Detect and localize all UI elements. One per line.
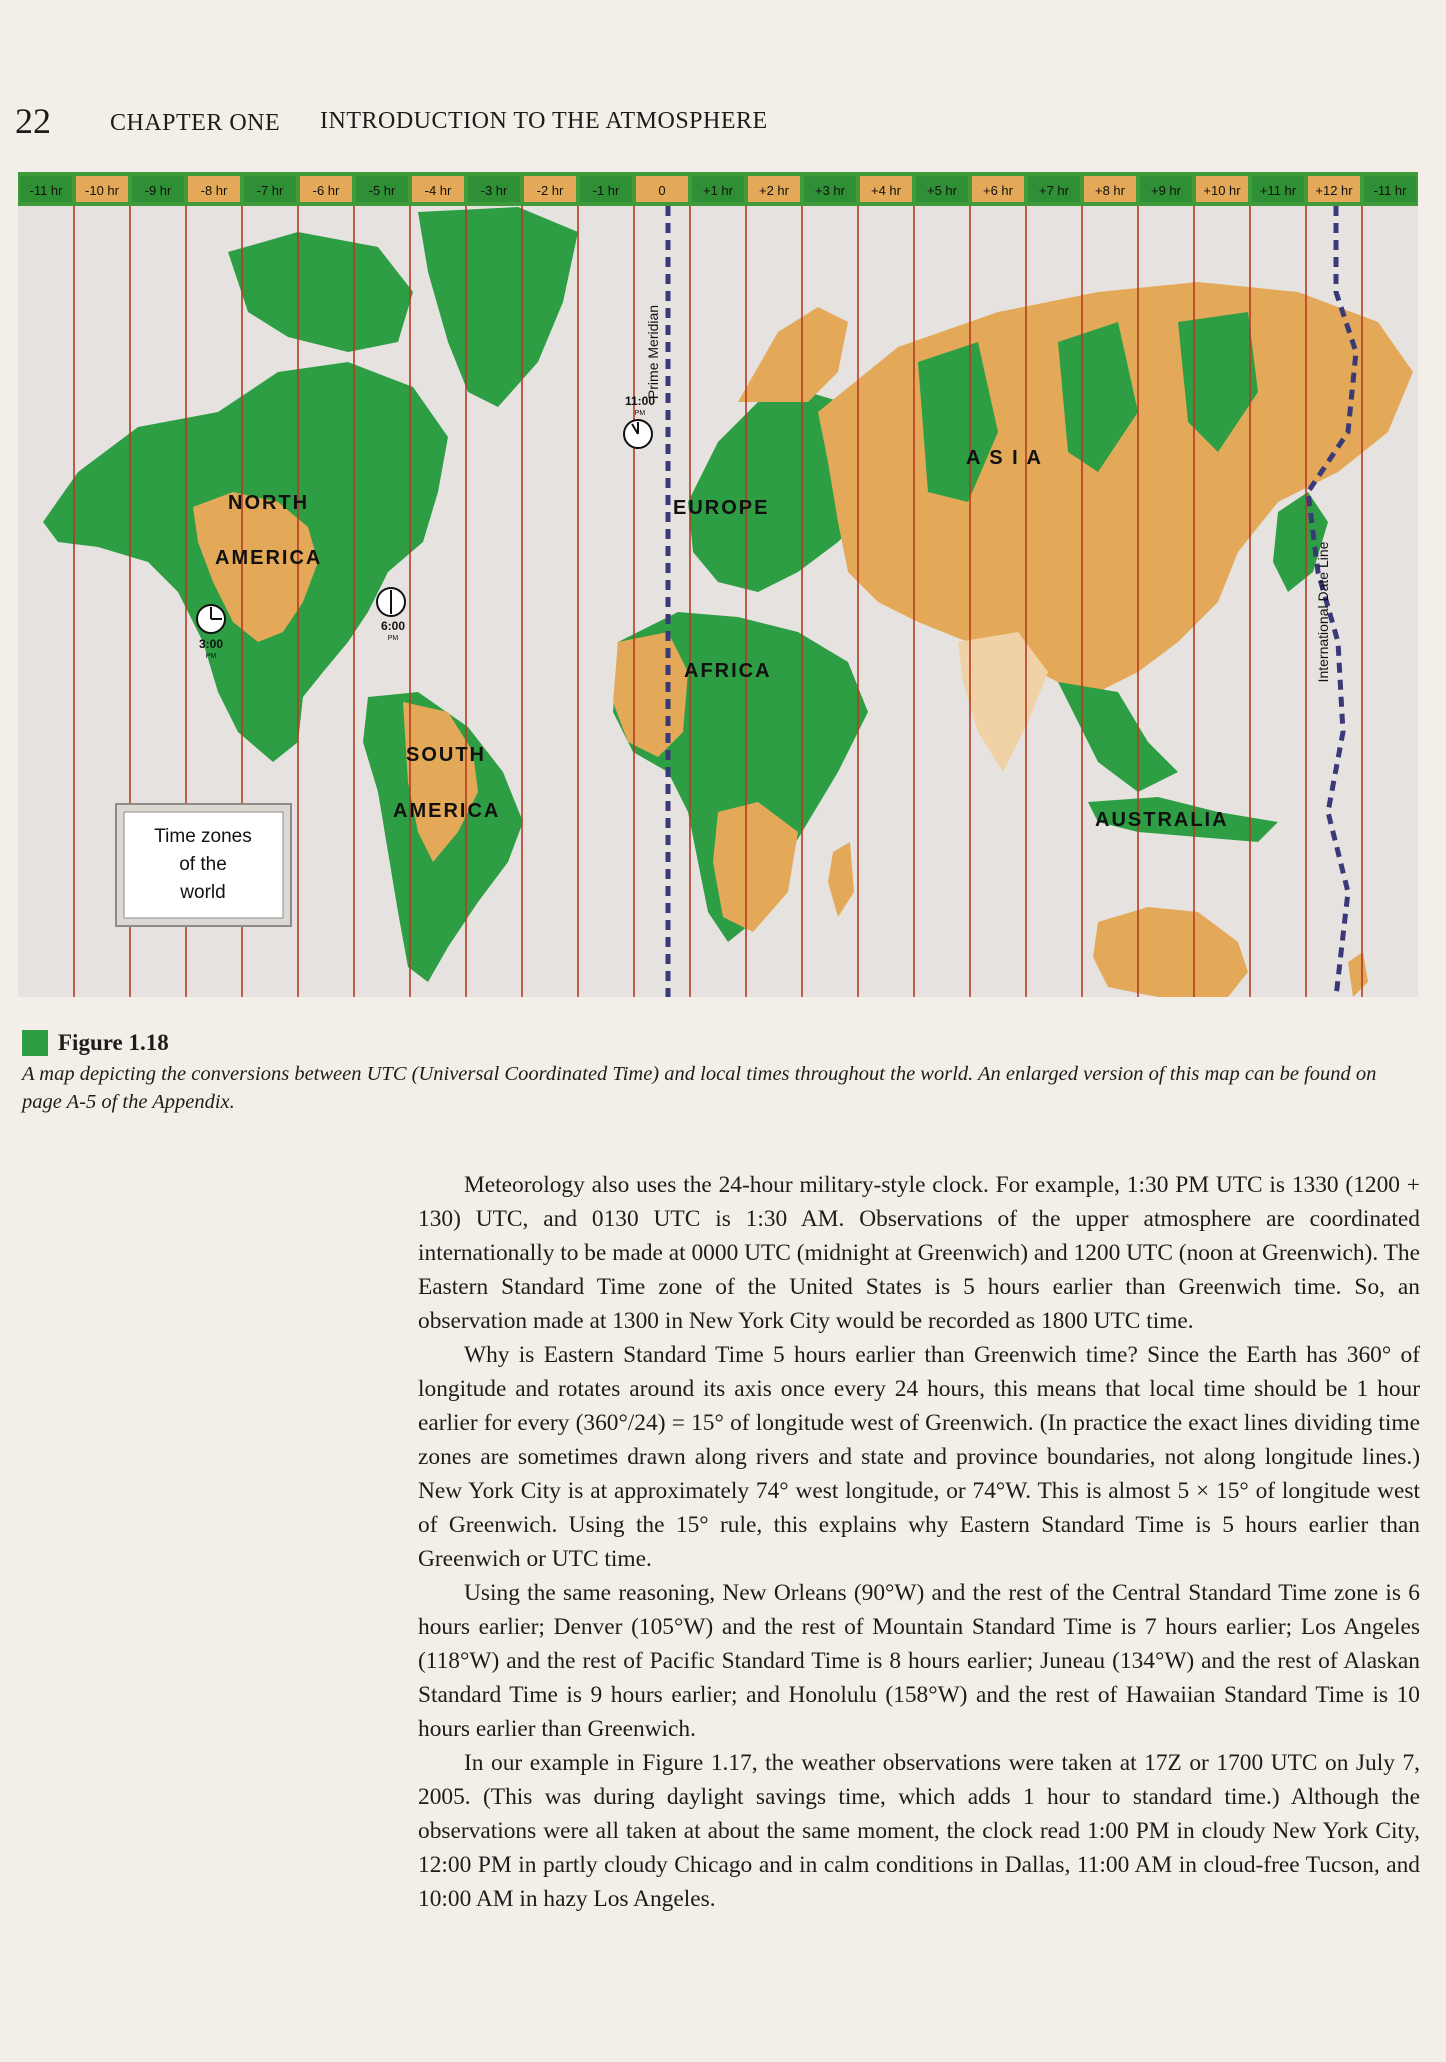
page-header	[15, 100, 1435, 150]
legend-line-1: Time zones	[154, 826, 252, 847]
zone-label: -7 hr	[256, 183, 284, 198]
figure-heading	[22, 1030, 1412, 1056]
zone-label: -1 hr	[592, 183, 620, 198]
zone-label: +1 hr	[703, 183, 733, 198]
svg-text:PM: PM	[387, 635, 399, 642]
legend-box	[116, 804, 291, 926]
zone-label: -11 hr	[1373, 183, 1407, 198]
chapter-title: INTRODUCTION TO THE ATMOSPHERE	[320, 108, 768, 134]
chapter-label: CHAPTER ONE	[110, 110, 281, 136]
label-africa: AFRICA	[684, 660, 772, 682]
zone-label: -8 hr	[200, 183, 228, 198]
zone-label: +6 hr	[983, 183, 1013, 198]
svg-text:6:00: 6:00	[380, 619, 406, 633]
label-asia: A S I A	[966, 447, 1043, 469]
svg-text:11:00: 11:00	[624, 394, 656, 408]
figure-caption-text: A map depicting the conversions between UTC (Universal Coordinated Time) and local times throughout the world. An enlarged version of this map can be found on page A-5 of the Appendix.	[22, 1063, 1377, 1113]
label-australia: AUSTRALIA	[1095, 809, 1229, 831]
zone-label: -10 hr	[85, 183, 119, 198]
label-south: SOUTH	[406, 744, 486, 766]
paragraph-2: Why is Eastern Standard Time 5 hours earlier than Greenwich time? Since the Earth has 360° of longitude and rotates around its axis once every 24 hours, this means that local time should be 1 hour earlier for every (360°/24) = 15° of longitude west of Greenwich. (In practice the exact lines dividing time zones are sometimes drawn along rivers and state and province boundaries, not along longitude lines.) New York City is at approximately 74° west longitude, or 74°W. This is almost 5 × 15° of longitude west of Greenwich. Using the 15° rule, this explains why Eastern Standard Time is 5 hours earlier than Greenwich or UTC time.	[418, 1342, 1420, 1572]
date-line-label: International Date Line	[1315, 541, 1331, 683]
legend-line-3: world	[180, 882, 226, 903]
svg-text:PM: PM	[205, 653, 217, 660]
paragraph-4: In our example in Figure 1.17, the weather observations were taken at 17Z or 1700 UTC on July 7, 2005. (This was during daylight savings time, which adds 1 hour to standard time.) Although the observations were all taken at about the same moment, the clock read 1:00 PM in cloudy New York City, 12:00 PM in partly cloudy Chicago and in calm conditions in Dallas, 11:00 AM in cloud-free Tucson, and 10:00 AM in hazy Los Angeles.	[418, 1750, 1420, 1912]
zone-label: +9 hr	[1151, 183, 1181, 198]
zone-label: -2 hr	[536, 183, 564, 198]
zone-label: -6 hr	[312, 183, 340, 198]
zone-label: -3 hr	[480, 183, 508, 198]
figure-caption	[22, 1030, 1412, 1116]
zone-label: 0	[658, 183, 666, 198]
zone-label: +7 hr	[1039, 183, 1069, 198]
paragraph-1: Meteorology also uses the 24-hour military-style clock. For example, 1:30 PM UTC is 1330 (1200 + 130) UTC, and 0130 UTC is 1:30 AM. Observations of the upper atmosphere are coordinated internationally to be made at 0000 UTC (midnight at Greenwich) and 1200 UTC (noon at Greenwich). The Eastern Standard Time zone of the United States is 5 hours earlier than Greenwich time. So, an observation made at 1300 in New York City would be recorded as 1800 UTC time.	[418, 1172, 1420, 1334]
zone-label: -4 hr	[424, 183, 452, 198]
svg-text:PM: PM	[634, 410, 646, 417]
zone-label: -5 hr	[368, 183, 396, 198]
label-europe: EUROPE	[673, 497, 770, 519]
zone-label: +8 hr	[1095, 183, 1125, 198]
svg-text:3:00: 3:00	[198, 637, 224, 651]
zone-label: -9 hr	[144, 183, 172, 198]
label-south-america: AMERICA	[393, 800, 501, 822]
zone-label: +11 hr	[1259, 183, 1297, 198]
zone-label: +4 hr	[871, 183, 901, 198]
figure-marker	[22, 1030, 48, 1056]
zone-label: -11 hr	[29, 183, 63, 198]
label-north: NORTH	[228, 492, 310, 514]
time-zone-map	[18, 172, 1418, 997]
legend-line-2: of the	[179, 854, 227, 875]
zone-label: +12 hr	[1315, 183, 1353, 198]
prime-meridian-label: Prime Meridian	[645, 304, 661, 400]
zone-label: +3 hr	[815, 183, 845, 198]
body-text	[418, 1168, 1420, 1916]
page-number: 22	[15, 101, 51, 141]
zone-label: +2 hr	[759, 183, 789, 198]
figure-label: Figure 1.18	[58, 1030, 169, 1055]
zone-label: +5 hr	[927, 183, 957, 198]
label-north-america: AMERICA	[215, 547, 323, 569]
zone-label: +10 hr	[1203, 183, 1241, 198]
paragraph-3: Using the same reasoning, New Orleans (90°W) and the rest of the Central Standard Time zone is 6 hours earlier; Denver (105°W) and the rest of Mountain Standard Time is 7 hours earlier; Los Angeles (118°W) and the rest of Pacific Standard Time is 8 hours earlier; Juneau (134°W) and the rest of Alaskan Standard Time is 9 hours earlier; and Honolulu (158°W) and the rest of Hawaiian Standard Time is 10 hours earlier than Greenwich.	[418, 1580, 1420, 1742]
zone-header	[20, 176, 1416, 202]
